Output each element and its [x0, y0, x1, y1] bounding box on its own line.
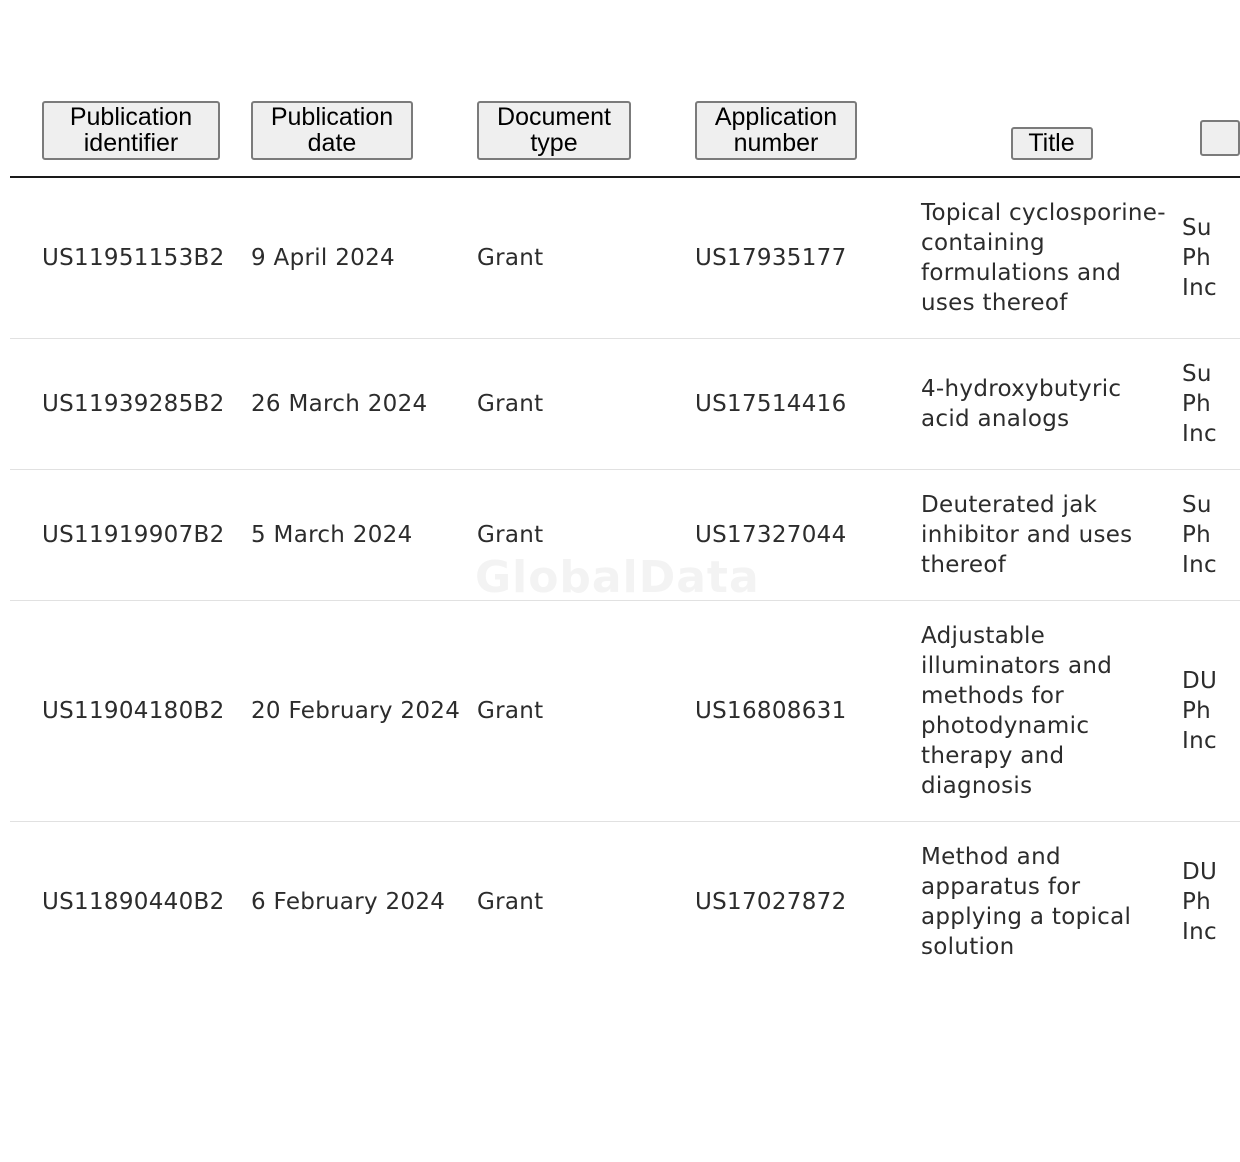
cell-title: Deuterated jak inhibitor and uses thereof: [921, 470, 1182, 601]
cell-document-type: Grant: [477, 889, 544, 915]
cell-owner: [1182, 822, 1240, 983]
cell-publication-date: 5 March 2024: [251, 470, 477, 601]
cell-title: Adjustable illuminators and methods for photodynamic therapy and diagnosis: [921, 601, 1182, 822]
owner-line: DU: [1182, 668, 1218, 694]
cell-document-type: Grant: [477, 470, 695, 601]
column-header-title: [921, 78, 1182, 177]
owner-line: Su: [1182, 215, 1212, 241]
cell-application-number: US17327044: [695, 470, 921, 601]
column-header-document-type: [477, 78, 695, 177]
watermark-logo: GlobalData: [475, 552, 760, 603]
table-row: [10, 822, 1240, 983]
sort-button-owner[interactable]: [1200, 120, 1240, 156]
table-row: [10, 339, 1240, 470]
cell-document-type: Grant: [477, 339, 695, 470]
table-body: [10, 177, 1240, 982]
cell-publication-identifier: US11890440B2: [42, 889, 225, 915]
sort-button-publication-identifier[interactable]: Publication identifier: [42, 101, 220, 160]
sort-button-application-number[interactable]: Application number: [695, 101, 857, 160]
owner-line: Inc: [1182, 919, 1217, 945]
cell-title: Method and apparatus for applying a topical solution: [921, 844, 1132, 960]
cell-publication-date: 26 March 2024: [251, 339, 477, 470]
cell-application-number: US17027872: [695, 889, 847, 915]
cell-publication-date: 20 February 2024: [251, 601, 477, 822]
table-header: [10, 78, 1240, 177]
cell-application-number: US17935177: [695, 177, 921, 339]
owner-line: Ph: [1182, 889, 1212, 915]
column-header-publication-date: [251, 78, 477, 177]
owner-line: Inc: [1182, 728, 1217, 754]
table-row: [10, 470, 1240, 601]
patents-table-container[interactable]: [10, 78, 1218, 982]
cell-publication-identifier: US11939285B2: [10, 339, 251, 470]
cell-publication-date: 6 February 2024: [251, 889, 446, 915]
cell-owner: [1182, 339, 1240, 470]
column-header-owner: [1182, 78, 1240, 177]
cell-owner: [1182, 177, 1240, 339]
owner-line: Ph: [1182, 245, 1212, 271]
table-row: [10, 177, 1240, 339]
owner-line: Ph: [1182, 522, 1212, 548]
cell-title: Topical cyclosporine-containing formulations and uses thereof: [921, 177, 1182, 339]
sort-button-title[interactable]: Title: [1011, 127, 1093, 160]
owner-line: Inc: [1182, 552, 1217, 578]
sort-button-publication-date[interactable]: Publication date: [251, 101, 413, 160]
cell-application-number: US16808631: [695, 601, 921, 822]
column-header-application-number: [695, 78, 921, 177]
cell-publication-date: 9 April 2024: [251, 177, 477, 339]
cell-publication-identifier: US11919907B2: [10, 470, 251, 601]
cell-document-type: Grant: [477, 177, 695, 339]
owner-line: DU: [1182, 859, 1218, 885]
owner-line: Inc: [1182, 421, 1217, 447]
cell-publication-identifier: US11951153B2: [10, 177, 251, 339]
cell-owner: [1182, 470, 1240, 601]
header-row: [10, 78, 1240, 177]
cell-title: 4-hydroxybutyric acid analogs: [921, 339, 1182, 470]
cell-publication-identifier: US11904180B2: [10, 601, 251, 822]
owner-line: Su: [1182, 361, 1212, 387]
cell-owner: [1182, 601, 1240, 822]
cell-application-number: US17514416: [695, 339, 921, 470]
table-row: [10, 601, 1240, 822]
owner-line: Ph: [1182, 391, 1212, 417]
column-header-publication-identifier: [10, 78, 251, 177]
owner-line: Su: [1182, 492, 1212, 518]
owner-line: Ph: [1182, 698, 1212, 724]
cell-document-type: Grant: [477, 601, 695, 822]
sort-button-document-type[interactable]: Document type: [477, 101, 631, 160]
patents-table: [10, 78, 1240, 982]
owner-line: Inc: [1182, 275, 1217, 301]
